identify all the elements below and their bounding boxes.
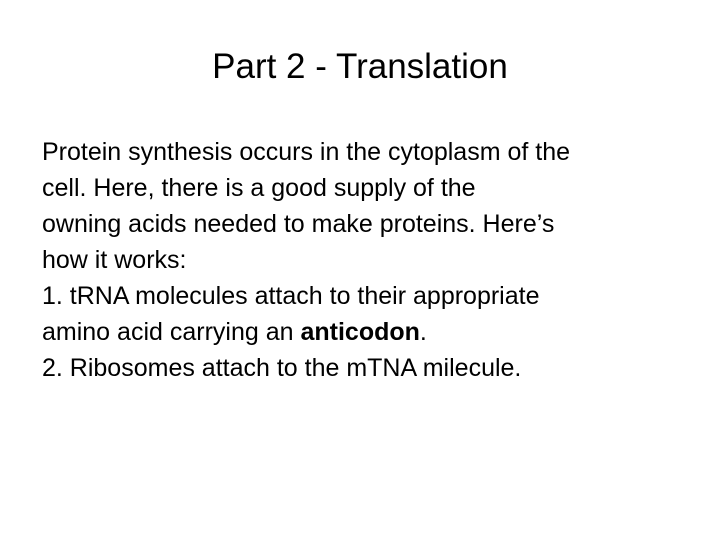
intro-line: how it works:	[42, 246, 187, 274]
slide-title: Part 2 - Translation	[212, 47, 508, 86]
slide-body	[42, 134, 682, 386]
intro-line: cell. Here, there is a good supply of the	[42, 174, 476, 202]
intro-paragraph	[42, 134, 682, 278]
intro-line: owning acids needed to make proteins. Here’s	[42, 210, 555, 238]
step-1-text: amino acid carrying an	[42, 318, 301, 346]
anticodon-term: anticodon	[300, 318, 420, 346]
step-1-paragraph	[42, 278, 682, 350]
step-1-line: 1. tRNA molecules attach to their appropriate	[42, 282, 540, 310]
intro-line: Protein synthesis occurs in the cytoplasm of the	[42, 138, 571, 166]
step-2-paragraph	[42, 350, 682, 386]
step-2-line: 2. Ribosomes attach to the mTNA milecule.	[42, 354, 522, 382]
step-1-line-2	[42, 314, 682, 350]
step-1-period: .	[419, 318, 427, 346]
